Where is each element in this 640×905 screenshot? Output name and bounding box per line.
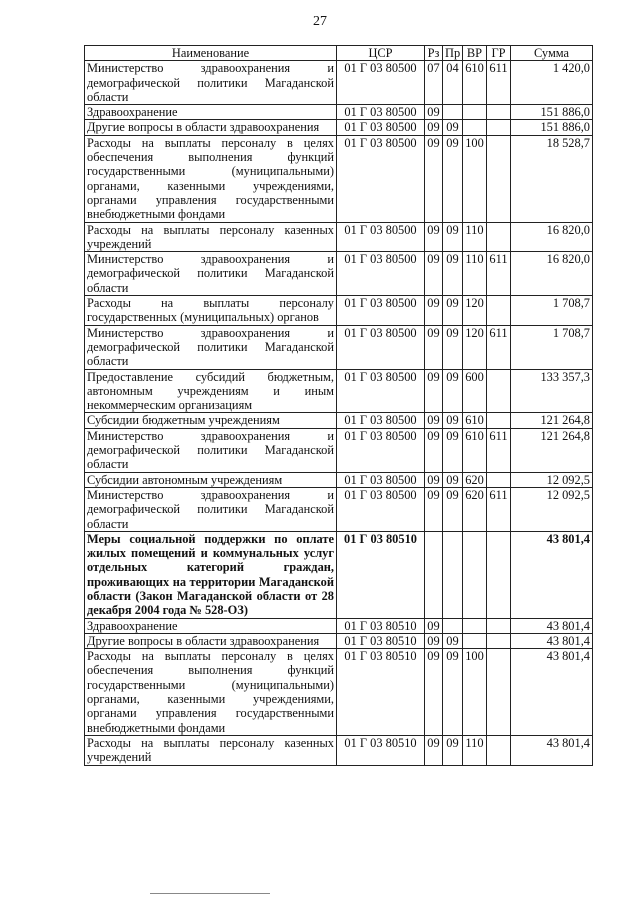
cell-vr: 110 bbox=[463, 222, 487, 252]
cell-rz: 09 bbox=[425, 649, 443, 736]
cell-gr bbox=[487, 735, 511, 765]
budget-table bbox=[84, 45, 593, 766]
cell-rz bbox=[425, 531, 443, 618]
cell-sum: 18 528,7 bbox=[511, 135, 593, 222]
cell-rz: 09 bbox=[425, 472, 443, 487]
cell-rz: 09 bbox=[425, 413, 443, 428]
cell-sum: 121 264,8 bbox=[511, 413, 593, 428]
cell-pr: 09 bbox=[443, 413, 463, 428]
cell-rz: 07 bbox=[425, 61, 443, 105]
cell-name: Расходы на выплаты персоналу в целях обеспечения выполнения функций государственными (муниципальными) органами, казенными учреждениями, органами управления государственными внебюджетными фондами bbox=[85, 649, 337, 736]
cell-vr: 610 bbox=[463, 61, 487, 105]
cell-gr bbox=[487, 633, 511, 648]
cell-name: Здравоохранение bbox=[85, 618, 337, 633]
cell-csr: 01 Г 03 80510 bbox=[337, 633, 425, 648]
cell-sum: 1 708,7 bbox=[511, 296, 593, 326]
table-row bbox=[85, 428, 593, 472]
table-row bbox=[85, 649, 593, 736]
table-row bbox=[85, 531, 593, 618]
cell-gr bbox=[487, 120, 511, 135]
cell-pr bbox=[443, 105, 463, 120]
cell-vr: 120 bbox=[463, 296, 487, 326]
cell-sum: 16 820,0 bbox=[511, 252, 593, 296]
cell-pr: 09 bbox=[443, 369, 463, 413]
cell-csr: 01 Г 03 80500 bbox=[337, 61, 425, 105]
table-row bbox=[85, 120, 593, 135]
cell-name: Субсидии автономным учреждениям bbox=[85, 472, 337, 487]
cell-gr: 611 bbox=[487, 252, 511, 296]
cell-pr: 09 bbox=[443, 120, 463, 135]
cell-sum: 12 092,5 bbox=[511, 487, 593, 531]
cell-name: Другие вопросы в области здравоохранения bbox=[85, 120, 337, 135]
cell-name: Расходы на выплаты персоналу казенных учреждений bbox=[85, 222, 337, 252]
cell-csr: 01 Г 03 80500 bbox=[337, 325, 425, 369]
cell-vr: 110 bbox=[463, 252, 487, 296]
cell-name: Меры социальной поддержки по оплате жилых помещений и коммунальных услуг отдельных категорий граждан, проживающих на территории Магаданской области (Закон Магаданской области от 28 декабря 2004 года № 528-ОЗ) bbox=[85, 531, 337, 618]
cell-name: Министерство здравоохранения и демографической политики Магаданской области bbox=[85, 61, 337, 105]
cell-vr: 120 bbox=[463, 325, 487, 369]
cell-gr bbox=[487, 222, 511, 252]
cell-sum: 43 801,4 bbox=[511, 633, 593, 648]
cell-sum: 133 357,3 bbox=[511, 369, 593, 413]
cell-csr: 01 Г 03 80500 bbox=[337, 252, 425, 296]
cell-rz: 09 bbox=[425, 105, 443, 120]
cell-name: Министерство здравоохранения и демографической политики Магаданской области bbox=[85, 428, 337, 472]
table-row bbox=[85, 325, 593, 369]
table-row bbox=[85, 135, 593, 222]
cell-csr: 01 Г 03 80500 bbox=[337, 222, 425, 252]
cell-gr: 611 bbox=[487, 61, 511, 105]
cell-pr: 09 bbox=[443, 472, 463, 487]
page-number: 27 bbox=[313, 14, 327, 29]
cell-rz: 09 bbox=[425, 296, 443, 326]
cell-sum: 151 886,0 bbox=[511, 120, 593, 135]
cell-gr bbox=[487, 105, 511, 120]
cell-gr bbox=[487, 369, 511, 413]
cell-pr: 09 bbox=[443, 296, 463, 326]
cell-csr: 01 Г 03 80510 bbox=[337, 649, 425, 736]
cell-sum: 43 801,4 bbox=[511, 649, 593, 736]
cell-name: Расходы на выплаты персоналу казенных учреждений bbox=[85, 735, 337, 765]
table-row bbox=[85, 735, 593, 765]
cell-csr: 01 Г 03 80500 bbox=[337, 135, 425, 222]
cell-vr: 600 bbox=[463, 369, 487, 413]
cell-pr: 09 bbox=[443, 735, 463, 765]
table-row bbox=[85, 413, 593, 428]
cell-vr: 100 bbox=[463, 649, 487, 736]
header-rz: Рз bbox=[425, 46, 443, 61]
table-row bbox=[85, 369, 593, 413]
cell-vr: 100 bbox=[463, 135, 487, 222]
footer-rule bbox=[150, 893, 270, 894]
cell-name: Министерство здравоохранения и демографической политики Магаданской области bbox=[85, 487, 337, 531]
table-row bbox=[85, 487, 593, 531]
cell-sum: 1 708,7 bbox=[511, 325, 593, 369]
cell-rz: 09 bbox=[425, 325, 443, 369]
cell-rz: 09 bbox=[425, 252, 443, 296]
cell-rz: 09 bbox=[425, 222, 443, 252]
table-row bbox=[85, 296, 593, 326]
cell-pr: 09 bbox=[443, 252, 463, 296]
cell-csr: 01 Г 03 80500 bbox=[337, 296, 425, 326]
table-row bbox=[85, 252, 593, 296]
cell-vr: 610 bbox=[463, 413, 487, 428]
cell-csr: 01 Г 03 80500 bbox=[337, 120, 425, 135]
cell-sum: 43 801,4 bbox=[511, 735, 593, 765]
cell-vr bbox=[463, 105, 487, 120]
cell-vr bbox=[463, 120, 487, 135]
cell-rz: 09 bbox=[425, 120, 443, 135]
cell-csr: 01 Г 03 80510 bbox=[337, 735, 425, 765]
cell-vr bbox=[463, 531, 487, 618]
cell-vr: 110 bbox=[463, 735, 487, 765]
cell-rz: 09 bbox=[425, 735, 443, 765]
cell-pr: 09 bbox=[443, 649, 463, 736]
cell-sum: 151 886,0 bbox=[511, 105, 593, 120]
cell-rz: 09 bbox=[425, 135, 443, 222]
cell-pr bbox=[443, 618, 463, 633]
cell-gr bbox=[487, 135, 511, 222]
cell-sum: 16 820,0 bbox=[511, 222, 593, 252]
cell-rz: 09 bbox=[425, 369, 443, 413]
cell-vr bbox=[463, 618, 487, 633]
cell-csr: 01 Г 03 80500 bbox=[337, 472, 425, 487]
header-pr: Пр bbox=[443, 46, 463, 61]
table-row bbox=[85, 618, 593, 633]
cell-gr bbox=[487, 649, 511, 736]
cell-name: Министерство здравоохранения и демографической политики Магаданской области bbox=[85, 252, 337, 296]
table-row bbox=[85, 61, 593, 105]
cell-rz: 09 bbox=[425, 428, 443, 472]
header-gr: ГР bbox=[487, 46, 511, 61]
cell-gr bbox=[487, 531, 511, 618]
cell-name: Другие вопросы в области здравоохранения bbox=[85, 633, 337, 648]
cell-pr: 09 bbox=[443, 325, 463, 369]
cell-csr: 01 Г 03 80510 bbox=[337, 531, 425, 618]
cell-gr: 611 bbox=[487, 325, 511, 369]
cell-name: Субсидии бюджетным учреждениям bbox=[85, 413, 337, 428]
cell-pr: 04 bbox=[443, 61, 463, 105]
cell-pr: 09 bbox=[443, 487, 463, 531]
table-row bbox=[85, 222, 593, 252]
cell-csr: 01 Г 03 80500 bbox=[337, 413, 425, 428]
cell-rz: 09 bbox=[425, 618, 443, 633]
cell-sum: 121 264,8 bbox=[511, 428, 593, 472]
cell-gr bbox=[487, 413, 511, 428]
cell-csr: 01 Г 03 80500 bbox=[337, 369, 425, 413]
cell-vr: 610 bbox=[463, 428, 487, 472]
cell-vr bbox=[463, 633, 487, 648]
cell-pr: 09 bbox=[443, 135, 463, 222]
table-row bbox=[85, 633, 593, 648]
cell-gr: 611 bbox=[487, 428, 511, 472]
cell-name: Расходы на выплаты персоналу в целях обеспечения выполнения функций государственными (муниципальными) органами, казенными учреждениями, органами управления государственными внебюджетными фондами bbox=[85, 135, 337, 222]
header-vr: ВР bbox=[463, 46, 487, 61]
table-row bbox=[85, 105, 593, 120]
cell-csr: 01 Г 03 80500 bbox=[337, 487, 425, 531]
cell-sum: 43 801,4 bbox=[511, 531, 593, 618]
cell-vr: 620 bbox=[463, 472, 487, 487]
cell-gr: 611 bbox=[487, 487, 511, 531]
cell-sum: 12 092,5 bbox=[511, 472, 593, 487]
table-header bbox=[85, 46, 593, 61]
table-row bbox=[85, 472, 593, 487]
cell-sum: 43 801,4 bbox=[511, 618, 593, 633]
cell-name: Министерство здравоохранения и демографической политики Магаданской области bbox=[85, 325, 337, 369]
cell-rz: 09 bbox=[425, 633, 443, 648]
cell-csr: 01 Г 03 80500 bbox=[337, 105, 425, 120]
header-sum: Сумма bbox=[511, 46, 593, 61]
cell-pr: 09 bbox=[443, 428, 463, 472]
cell-pr: 09 bbox=[443, 222, 463, 252]
cell-gr bbox=[487, 296, 511, 326]
header-name: Наименование bbox=[85, 46, 337, 61]
cell-gr bbox=[487, 618, 511, 633]
header-csr: ЦСР bbox=[337, 46, 425, 61]
cell-rz: 09 bbox=[425, 487, 443, 531]
cell-name: Расходы на выплаты персоналу государственных (муниципальных) органов bbox=[85, 296, 337, 326]
cell-sum: 1 420,0 bbox=[511, 61, 593, 105]
cell-csr: 01 Г 03 80510 bbox=[337, 618, 425, 633]
cell-name: Здравоохранение bbox=[85, 105, 337, 120]
table-body bbox=[85, 61, 593, 765]
cell-gr bbox=[487, 472, 511, 487]
cell-name: Предоставление субсидий бюджетным, автономным учреждениям и иным некоммерческим организациям bbox=[85, 369, 337, 413]
cell-vr: 620 bbox=[463, 487, 487, 531]
cell-pr: 09 bbox=[443, 633, 463, 648]
cell-pr bbox=[443, 531, 463, 618]
cell-csr: 01 Г 03 80500 bbox=[337, 428, 425, 472]
